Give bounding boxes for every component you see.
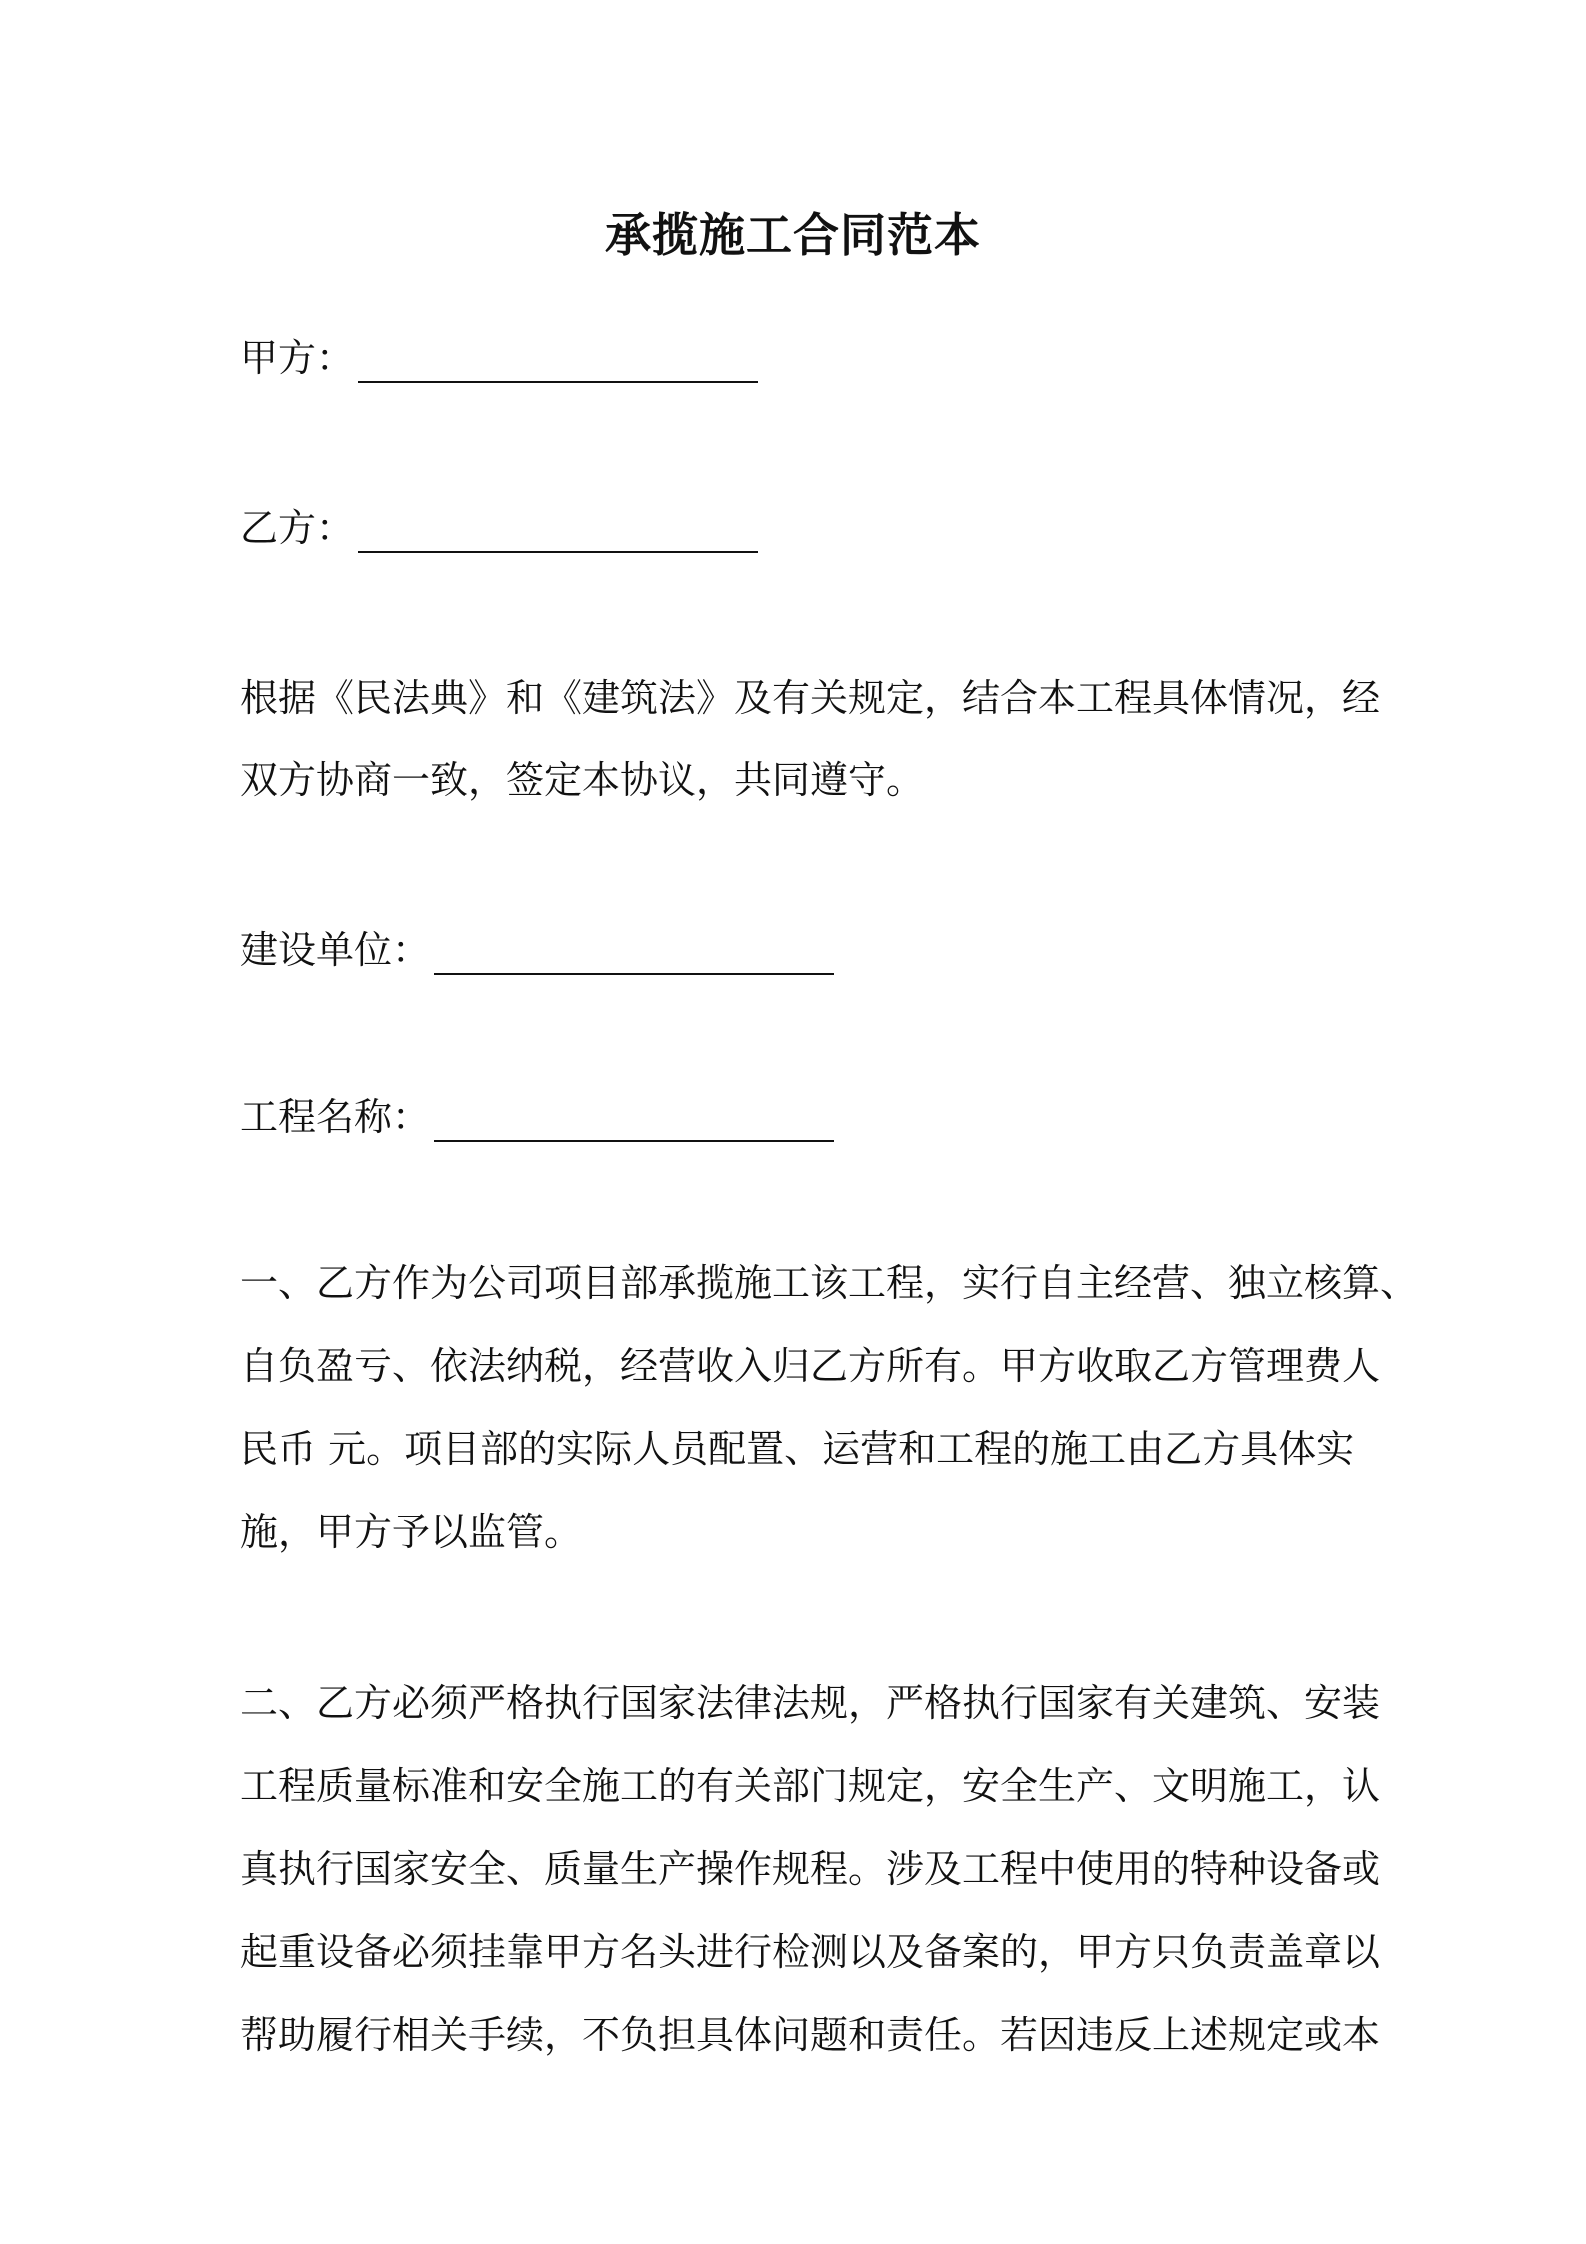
intro-line: 双方协商一致，签定本协议，共同遵守。 (240, 758, 925, 802)
construction-unit-blank (434, 935, 834, 975)
party-b-field (240, 503, 758, 553)
clause-2-line: 帮助履行相关手续，不负担具体问题和责任。若因违反上述规定或本 (240, 2013, 1381, 2057)
clause-1-line: 施，甲方予以监管。 (240, 1510, 583, 1554)
project-name-label: 工程名称： (240, 1095, 431, 1139)
clause-2-line: 工程质量标准和安全施工的有关部门规定，安全生产、文明施工，认 (240, 1764, 1381, 1808)
party-a-field (240, 333, 758, 383)
clause-2-paragraph (240, 1678, 1381, 2060)
clause-2-line: 起重设备必须挂靠甲方名头进行检测以及备案的，甲方只负责盖章以 (240, 1930, 1381, 1974)
construction-unit-field (240, 925, 834, 975)
intro-line: 根据《民法典》和《建筑法》及有关规定，结合本工程具体情况，经 (240, 676, 1381, 720)
clause-1-paragraph (240, 1258, 1419, 1557)
party-b-label: 乙方： (240, 506, 355, 550)
clause-1-line: 一、乙方作为公司项目部承揽施工该工程，实行自主经营、独立核算、 (240, 1261, 1419, 1305)
project-name-blank (434, 1102, 834, 1142)
clause-1-line: 自负盈亏、依法纳税，经营收入归乙方所有。甲方收取乙方管理费人 (240, 1344, 1381, 1388)
construction-unit-label: 建设单位： (240, 928, 431, 972)
clause-1-line: 民币 元。项目部的实际人员配置、运营和工程的施工由乙方具体实 (240, 1427, 1355, 1471)
intro-paragraph (240, 673, 1381, 805)
party-a-label: 甲方： (240, 336, 355, 380)
document-title: 承揽施工合同范本 (605, 208, 981, 262)
project-name-field (240, 1092, 834, 1142)
clause-2-line: 真执行国家安全、质量生产操作规程。涉及工程中使用的特种设备或 (240, 1847, 1381, 1891)
clause-2-line: 二、乙方必须严格执行国家法律法规，严格执行国家有关建筑、安装 (240, 1681, 1381, 1725)
party-a-blank (358, 343, 758, 383)
party-b-blank (358, 513, 758, 553)
